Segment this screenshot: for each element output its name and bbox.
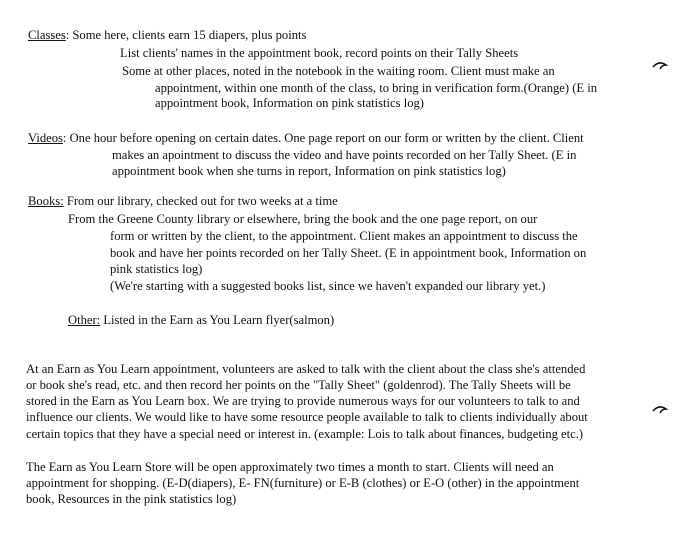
classes-line-1	[28, 28, 306, 44]
paragraph2-line-3: book, Resources in the pink statistics log)	[26, 492, 237, 506]
classes-line-5: appointment book, Information on pink statistics log)	[155, 96, 424, 110]
paragraph1-line-4: influence our clients. We would like to have some resource people available to talk to clients individually about	[26, 410, 588, 424]
books-heading: Books:	[28, 194, 64, 208]
books-line-3: form or written by the client, to the appointment. Client makes an appointment to discuss the	[110, 229, 578, 243]
paragraph1-line-5: certain topics that they have a special need or interest in. (example: Lois to talk about finances, budgeting etc.)	[26, 427, 584, 441]
paragraph2-line-2: appointment for shopping. (E-D(diapers), E- FN(furniture) or E-B (clothes) or E-O (other) in the appointment	[26, 476, 580, 490]
binder-hole-mark-icon	[651, 404, 669, 422]
books-line-5: pink statistics log)	[110, 262, 203, 276]
books-line-2: From the Greene County library or elsewhere, bring the book and the one page report, on our	[68, 212, 538, 226]
videos-line-1	[28, 131, 584, 147]
videos-text: : One hour before opening on certain dates. One page report on our form or written by the client. Client	[62, 131, 584, 145]
videos-heading: Videos	[28, 131, 63, 145]
classes-text: : Some here, clients earn 15 diapers, plus points	[65, 28, 307, 42]
paragraph1-line-1: At an Earn as You Learn appointment, volunteers are asked to talk with the client about the class she's attended	[26, 362, 586, 376]
paragraph1-line-2: or book she's read, etc. and then record her points on the "Tally Sheet" (goldenrod). The Tally Sheets will be	[26, 378, 571, 392]
other-text: Listed in the Earn as You Learn flyer(salmon)	[100, 313, 335, 327]
other-heading: Other:	[68, 313, 101, 327]
books-line-4: book and have her points recorded on her Tally Sheet. (E in appointment book, Information on	[110, 246, 587, 260]
books-text: From our library, checked out for two weeks at a time	[63, 194, 338, 208]
classes-line-4: appointment, within one month of the class, to bring in verification form.(Orange) (E in	[155, 81, 598, 95]
binder-hole-mark-icon	[651, 60, 669, 78]
other-line	[68, 313, 334, 329]
paragraph1-line-3: stored in the Earn as You Learn box. We are trying to provide numerous ways for our volunteers to talk to and	[26, 394, 580, 408]
videos-line-2: makes an apointment to discuss the video and have points recorded on her Tally Sheet. (E in	[112, 148, 577, 162]
books-line-1	[28, 194, 338, 210]
paragraph2-line-1: The Earn as You Learn Store will be open approximately two times a month to start. Clients will need an	[26, 460, 554, 474]
books-line-6: (We're starting with a suggested books list, since we haven't expanded our library yet.)	[110, 279, 546, 293]
classes-line-3: Some at other places, noted in the notebook in the waiting room. Client must make an	[122, 64, 555, 78]
classes-heading: Classes	[28, 28, 66, 42]
videos-line-3: appointment book when she turns in report, Information on pink statistics log)	[112, 164, 506, 178]
classes-line-2: List clients' names in the appointment book, record points on their Tally Sheets	[120, 46, 519, 60]
